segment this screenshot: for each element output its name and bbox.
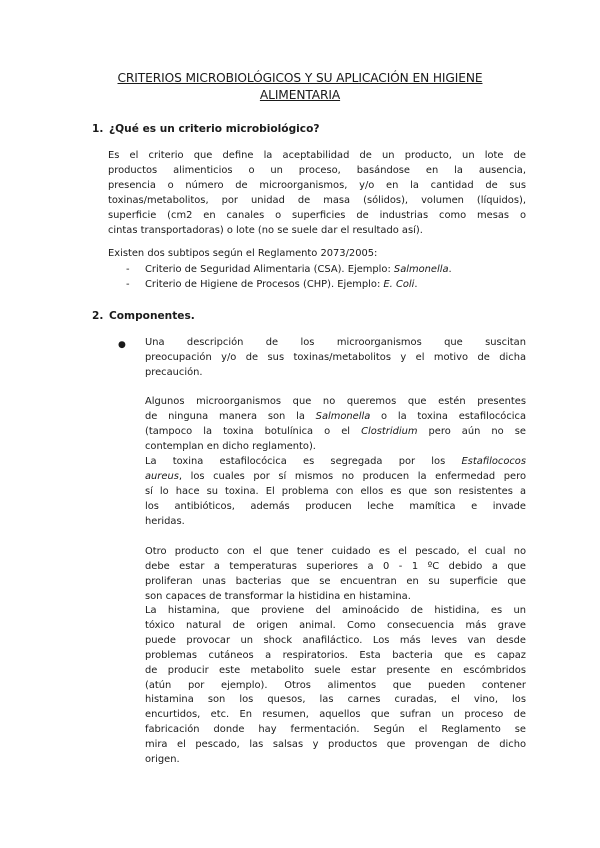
section-number: 1.: [92, 123, 104, 135]
bullet-paragraph: Una descripción de los microorganismos que suscitan preocupación y/o de sus toxinas/metabolitos y el motivo de dicha precaución.: [145, 337, 526, 378]
subtypes-intro: Existen dos subtipos según el Reglamento 2073/2005:: [108, 248, 378, 259]
definition-paragraph: Es el criterio que define la aceptabilidad de un producto, un lote de productos alimenticios o un proceso, basándose en la ausencia, presencia o número de microorganismos, y/o en la cantidad de sus toxinas/metabolitos, por unidad de masa (sólidos), volumen (líquidos), superficie (cm2 en canales o superficies de industrias como mesas o cintas transportadoras) o lote (no se suele dar el resultado así).: [108, 150, 526, 236]
salmonella-paragraph: Algunos microorganismos que no queremos que estén presentes de ninguna manera son la Salmonella o la toxina estafilocócica (tampoco la toxina botulínica o el Clostridium pero aún no se contemplan en dicho reglamento).: [145, 396, 526, 452]
bullet-icon: ●: [118, 340, 126, 350]
document-page: CRITERIOS MICROBIOLÓGICOS Y SU APLICACIÓN EN HIGIENE ALIMENTARIA 1. ¿Qué es un criterio microbiológico? Es el criterio que define la aceptabilidad de un producto, un lote de productos alimenticios o un proceso, basándose en la ausencia, presencia o número de microorganismos, y/o en la cantidad de sus toxinas/metabolitos, por unidad de masa (sólidos), volumen (líquidos), superficie (cm2 en canales o superficies de industrias como mesas o cintas transportadoras) o lote (no se suele dar el resultado así). Existen dos subtipos según el Reglamento 2073/2005: - Criterio de Seguridad Alimentaria (CSA). Ejemplo: Salmonella. - Criterio de Higiene de Procesos (CHP). Ejemplo: E. Coli. 2. Componentes. ● Una descripción de los microorganismos que suscitan preocupación y/o de sus toxinas/metabolitos y el motivo de dicha precaución. Algunos microorganismos que no queremos que estén presentes de ninguna manera son la Salmonella o la toxina estafilocócica (tampoco la toxina botulínica o el Clostridium pero aún no se contemplan en dicho reglamento). La toxina estafilocócica es segregada por los Estafilococos aureus, los cuales por sí mismos no producen la enfermedad pero sí lo hace su toxina. El problema con ellos es que son resistentes a los antibióticos, además producen leche mamítica e invade heridas. Otro producto con el que tener cuidado es el pescado, el cual no debe estar a temperaturas superiores a 0 - 1 ºC debido a que proliferan unas bacterias que se encuentran en su superficie que son capaces de transformar la histidina en histamina. La histamina, que proviene del aminoácido de histidina, es un tóxico natural de origen animal. Como consecuencia más grave puede provocar un shock anafiláctico. Los más leves van desde problemas cutáneos a respiratorios. Esta bacteria que es capaz de producir este metabolito suele estar presente en escómbridos (atún por ejemplo). Otros alimentos que pueden contener histamina son los quesos, las carnes curadas, el vino, los encurtidos, etc. En resumen, aquellos que sufran un proceso de fabricación donde hay fermentación. Según el Reglamento se mira el pescado, las salsas y productos que provengan de dicho origen.: [0, 0, 600, 848]
document-title: CRITERIOS MICROBIOLÓGICOS Y SU APLICACIÓN EN HIGIENE ALIMENTARIA: [117, 71, 483, 102]
histamine-paragraph: La histamina, que proviene del aminoácido de histidina, es un tóxico natural de origen animal. Como consecuencia más grave puede provocar un shock anafiláctico. Los más leves van desde problemas cutáneos a respiratorios. Esta bacteria que es capaz de producir este metabolito suele estar presente en escómbridos (atún por ejemplo). Otros alimentos que pueden contener histamina son los quesos, las carnes curadas, el vino, los encurtidos, etc. En resumen, aquellos que sufran un proceso de fabricación donde hay fermentación. Según el Reglamento se mira el pescado, las salsas y productos que provengan de dicho origen.: [145, 605, 526, 766]
staph-paragraph: La toxina estafilocócica es segregada por los Estafilococos aureus, los cuales por sí mismos no producen la enfermedad pero sí lo hace su toxina. El problema con ellos es que son resistentes a los antibióticos, además producen leche mamítica e invade heridas.: [145, 456, 526, 527]
section-number: 2.: [92, 310, 104, 322]
fish-paragraph: Otro producto con el que tener cuidado es el pescado, el cual no debe estar a temperaturas superiores a 0 - 1 ºC debido a que proliferan unas bacterias que se encuentran en su superficie que son capaces de transformar la histidina en histamina.: [145, 546, 526, 602]
section-title: ¿Qué es un criterio microbiológico?: [109, 123, 320, 135]
section-title: Componentes.: [109, 310, 195, 322]
